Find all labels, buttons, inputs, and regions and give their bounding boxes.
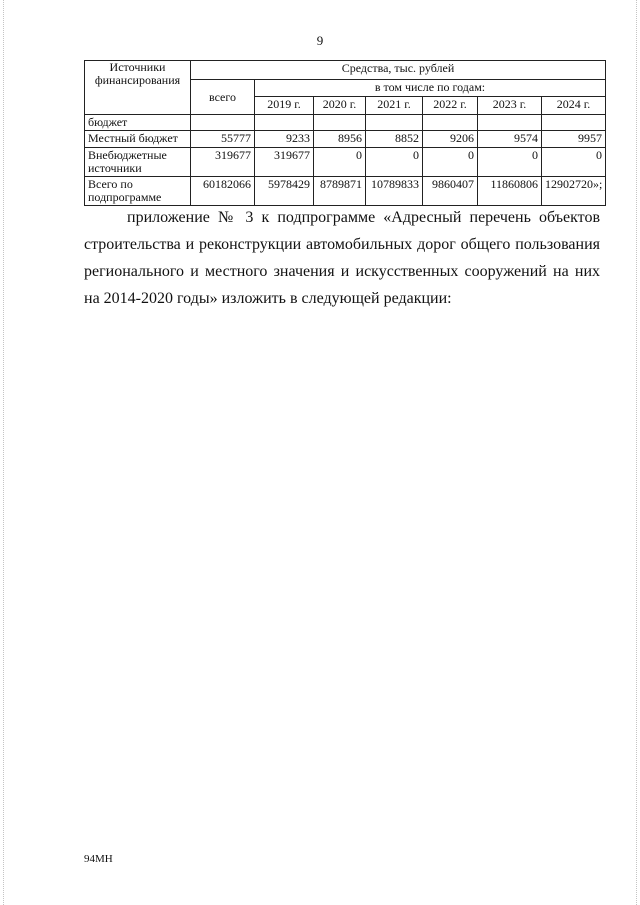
- row-value: 9233: [255, 131, 314, 148]
- row-value: [478, 115, 542, 131]
- page-left-edge: [3, 0, 4, 905]
- row-value: 8852: [366, 131, 423, 148]
- row-value: 11860806: [478, 177, 542, 206]
- row-total: [191, 115, 255, 131]
- footer-code: 94МН: [84, 853, 113, 865]
- table-row: [85, 131, 606, 148]
- header-year: 2024 г.: [542, 97, 606, 115]
- row-value: 8956: [314, 131, 366, 148]
- header-sources: Источники финансирования: [85, 61, 191, 115]
- row-value: 9957: [542, 131, 606, 148]
- row-value: [314, 115, 366, 131]
- row-value: [255, 115, 314, 131]
- row-label: Внебюджетные источники: [85, 148, 191, 177]
- row-label: Местный бюджет: [85, 131, 191, 148]
- row-value: 0: [542, 148, 606, 177]
- row-value: [423, 115, 478, 131]
- header-total: всего: [191, 80, 255, 115]
- table-row: [85, 148, 606, 177]
- header-year: 2019 г.: [255, 97, 314, 115]
- table-row: [85, 177, 606, 206]
- row-total: 55777: [191, 131, 255, 148]
- header-year: 2022 г.: [423, 97, 478, 115]
- row-value: 319677: [255, 148, 314, 177]
- row-value: 9574: [478, 131, 542, 148]
- page-number: 9: [316, 33, 324, 48]
- page-right-edge: [636, 0, 637, 905]
- row-value: 0: [478, 148, 542, 177]
- amendment-paragraph: приложение № 3 к подпрограмме «Адресный перечень объектов строительства и реконструкции автомобильных дорог общего пользования регионального и местного значения и искусственных сооружений на них на 2014-2020 годы» изложить в следующей редакции:: [84, 209, 600, 307]
- row-value: 0: [423, 148, 478, 177]
- row-total: 319677: [191, 148, 255, 177]
- row-value: [542, 115, 606, 131]
- row-value: 9206: [423, 131, 478, 148]
- row-value: 0: [314, 148, 366, 177]
- header-by-years: в том числе по годам:: [255, 80, 606, 97]
- table-row: [85, 115, 606, 131]
- header-funds: Средства, тыс. рублей: [191, 61, 606, 80]
- header-year: 2020 г.: [314, 97, 366, 115]
- row-total: 60182066: [191, 177, 255, 206]
- header-year: 2021 г.: [366, 97, 423, 115]
- row-value: 10789833: [366, 177, 423, 206]
- row-value: 12902720»;: [542, 177, 606, 206]
- row-value: [366, 115, 423, 131]
- row-value: 9860407: [423, 177, 478, 206]
- row-label: бюджет: [85, 115, 191, 131]
- financing-table: [84, 60, 606, 206]
- row-value: 5978429: [255, 177, 314, 206]
- row-label: Всего по подпрограмме: [85, 177, 191, 206]
- row-value: 8789871: [314, 177, 366, 206]
- row-value: 0: [366, 148, 423, 177]
- header-year: 2023 г.: [478, 97, 542, 115]
